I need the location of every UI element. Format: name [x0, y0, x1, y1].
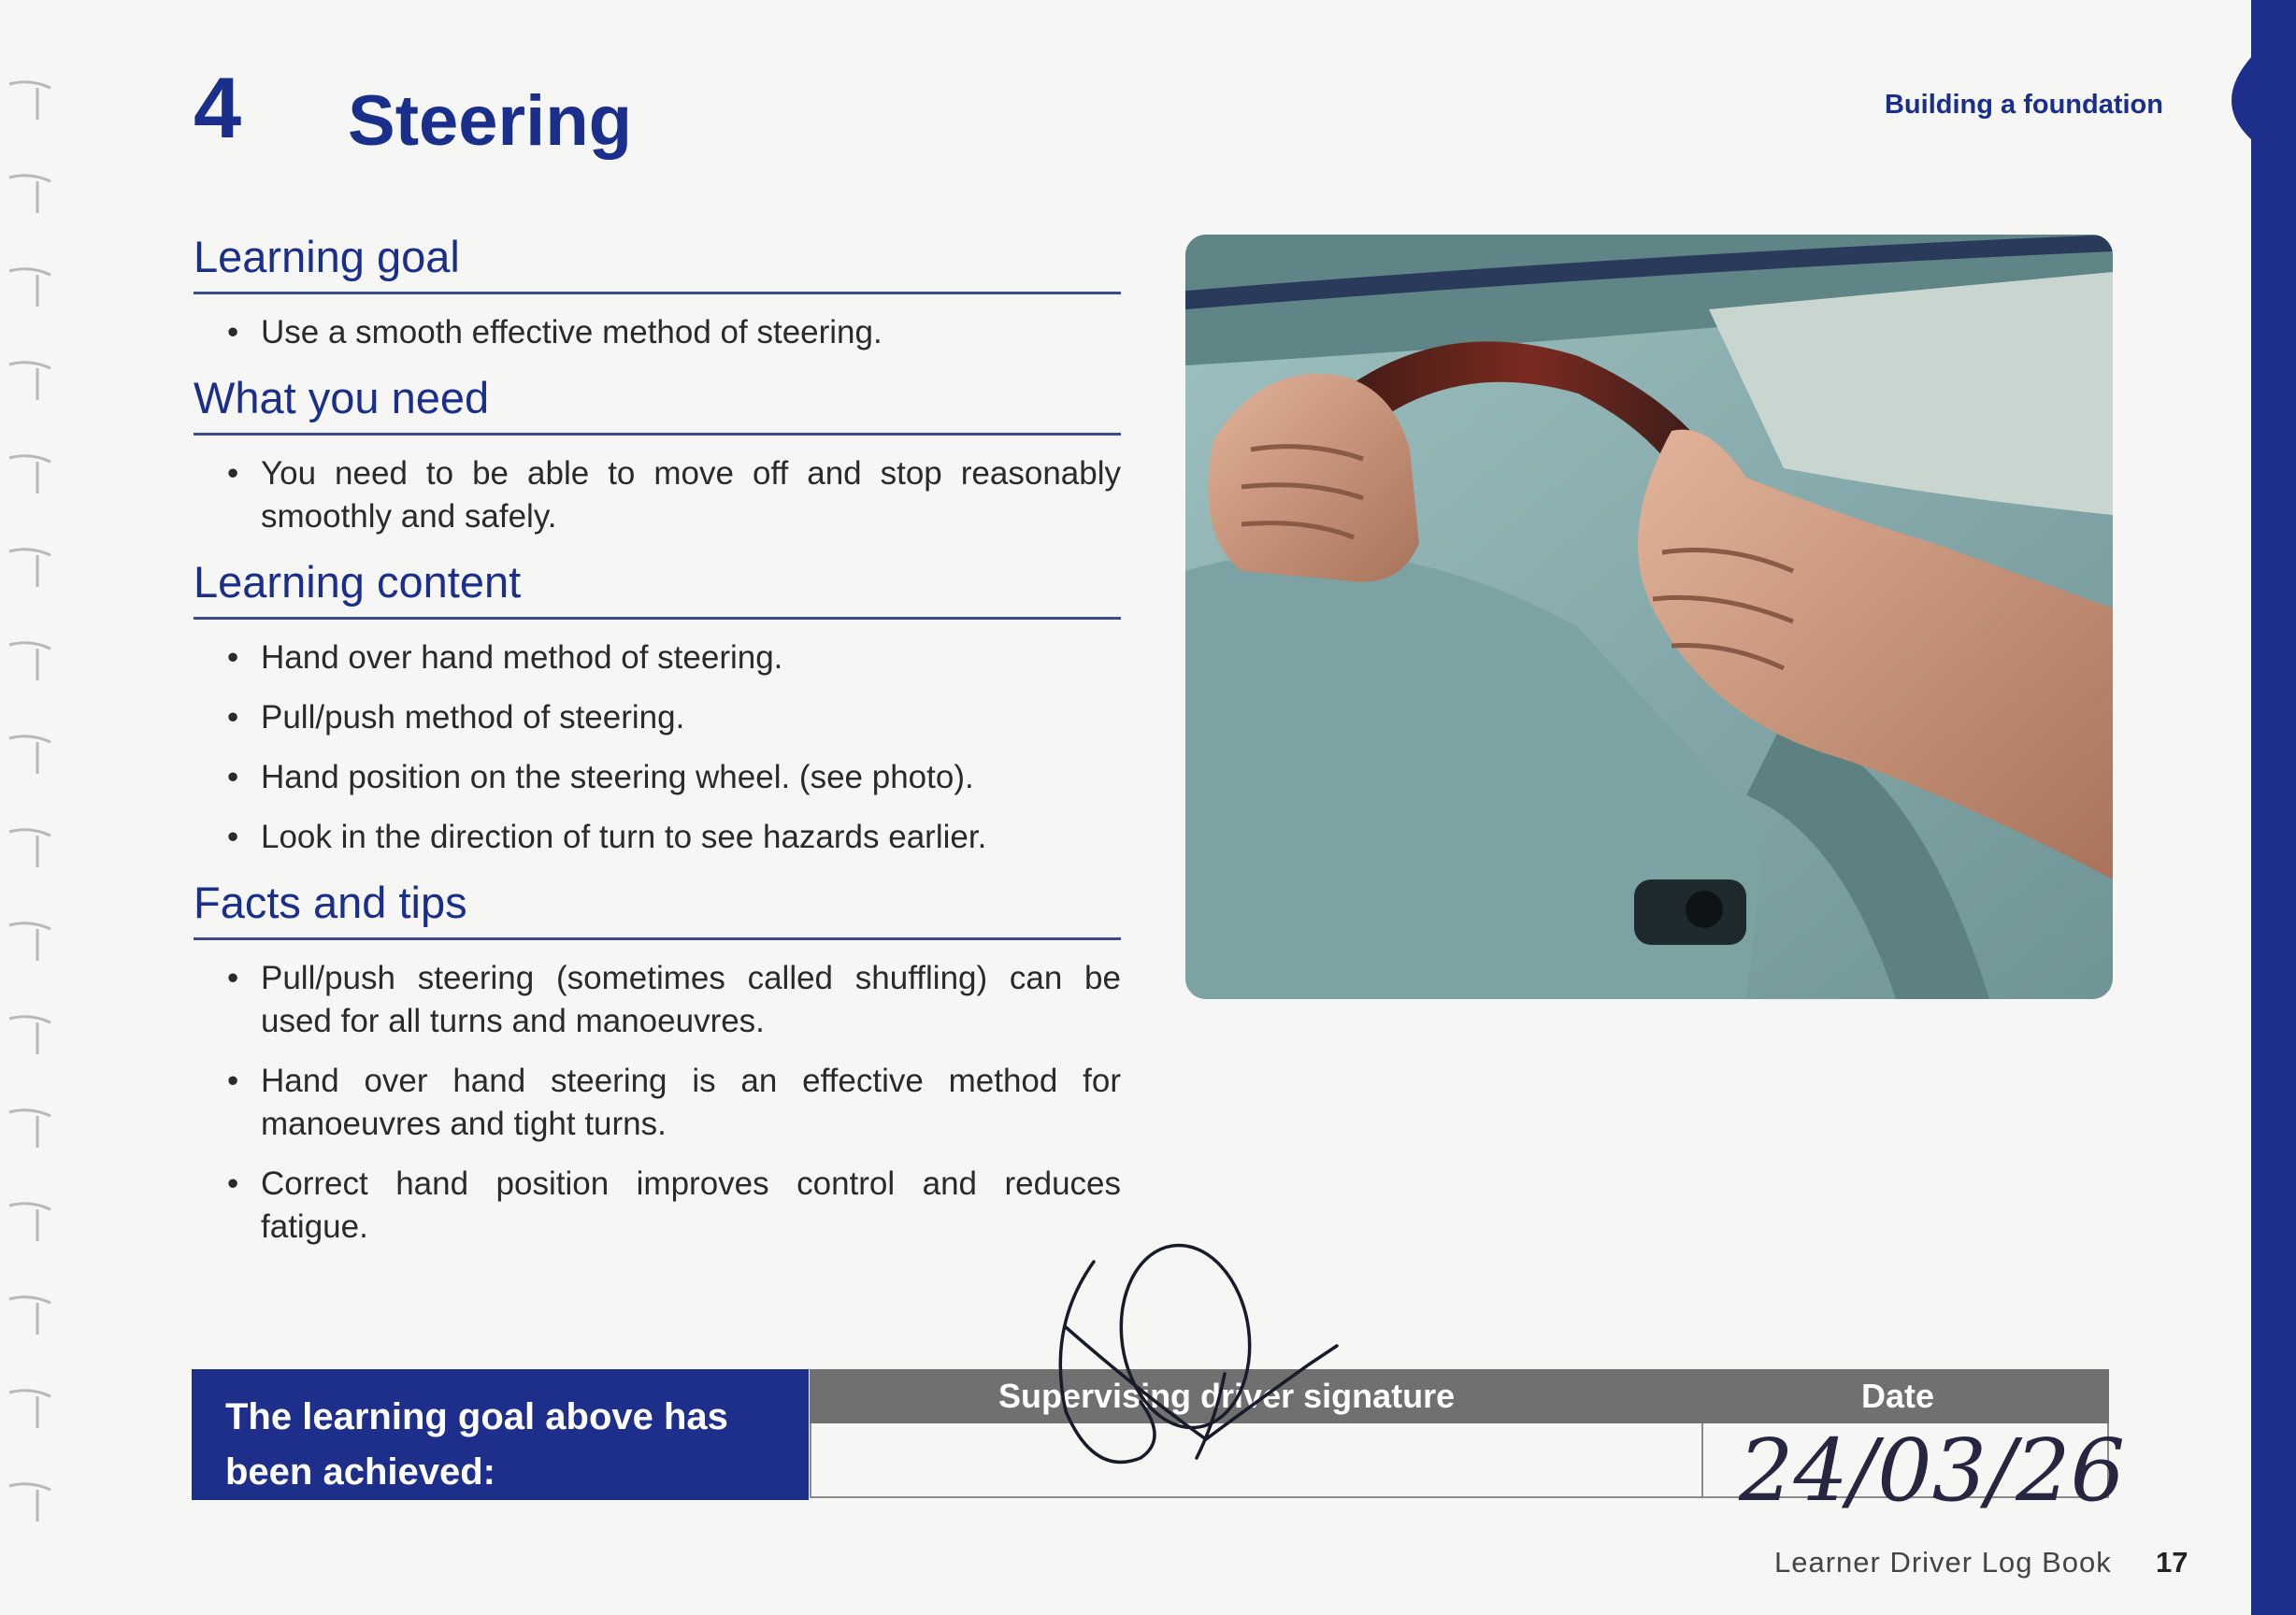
section-tag: Building a foundation — [1884, 90, 2163, 120]
section-what-you-need — [194, 373, 1121, 538]
list-item: • Look in the direction of turn to see hazards earlier. — [194, 816, 1121, 859]
goal-achieved-label: The learning goal above has been achieved: — [192, 1369, 809, 1500]
section-learning-content — [194, 557, 1121, 859]
list-item: • Pull/push method of steering. — [194, 696, 1121, 739]
list-item: • Use a smooth effective method of steering. — [194, 311, 1121, 354]
date-column-label: Date — [1861, 1377, 1935, 1415]
handwritten-date-text: 24/03/26 — [1739, 1421, 2126, 1521]
chapter-number: 4 — [194, 61, 242, 156]
list-item: • Pull/push steering (sometimes called shuffling) can be used for all turns and manoeuvres. — [194, 957, 1121, 1043]
handwritten-signature — [1028, 1224, 1365, 1505]
section-heading: Learning goal — [194, 232, 1121, 294]
page-number: 17 — [2156, 1546, 2188, 1579]
section-heading: Facts and tips — [194, 878, 1121, 940]
section-heading: Learning content — [194, 557, 1121, 620]
list-item: • Hand over hand steering is an effective method for manoeuvres and tight turns. — [194, 1060, 1121, 1146]
signature-column-label: Supervising driver signature — [998, 1377, 1456, 1415]
section-learning-goal — [194, 232, 1121, 354]
content-column — [194, 232, 1121, 1267]
blue-edge-bar — [2251, 0, 2296, 1615]
section-facts-and-tips — [194, 878, 1121, 1249]
chapter-title: Steering — [348, 81, 633, 161]
list-item: • Hand over hand method of steering. — [194, 636, 1121, 679]
signoff-divider — [1701, 1423, 1703, 1498]
section-heading: What you need — [194, 373, 1121, 436]
list-item: • You need to be able to move off and stop reasonably smoothly and safely. — [194, 452, 1121, 538]
list-item: • Hand position on the steering wheel. (see photo). — [194, 756, 1121, 799]
list-item: • Correct hand position improves control and reduces fatigue. — [194, 1163, 1121, 1249]
book-title: Learner Driver Log Book — [1774, 1546, 2112, 1579]
spiral-binding-marks — [0, 75, 75, 1570]
steering-wheel-photo — [1185, 235, 2113, 999]
handwritten-date — [1720, 1360, 2141, 1565]
